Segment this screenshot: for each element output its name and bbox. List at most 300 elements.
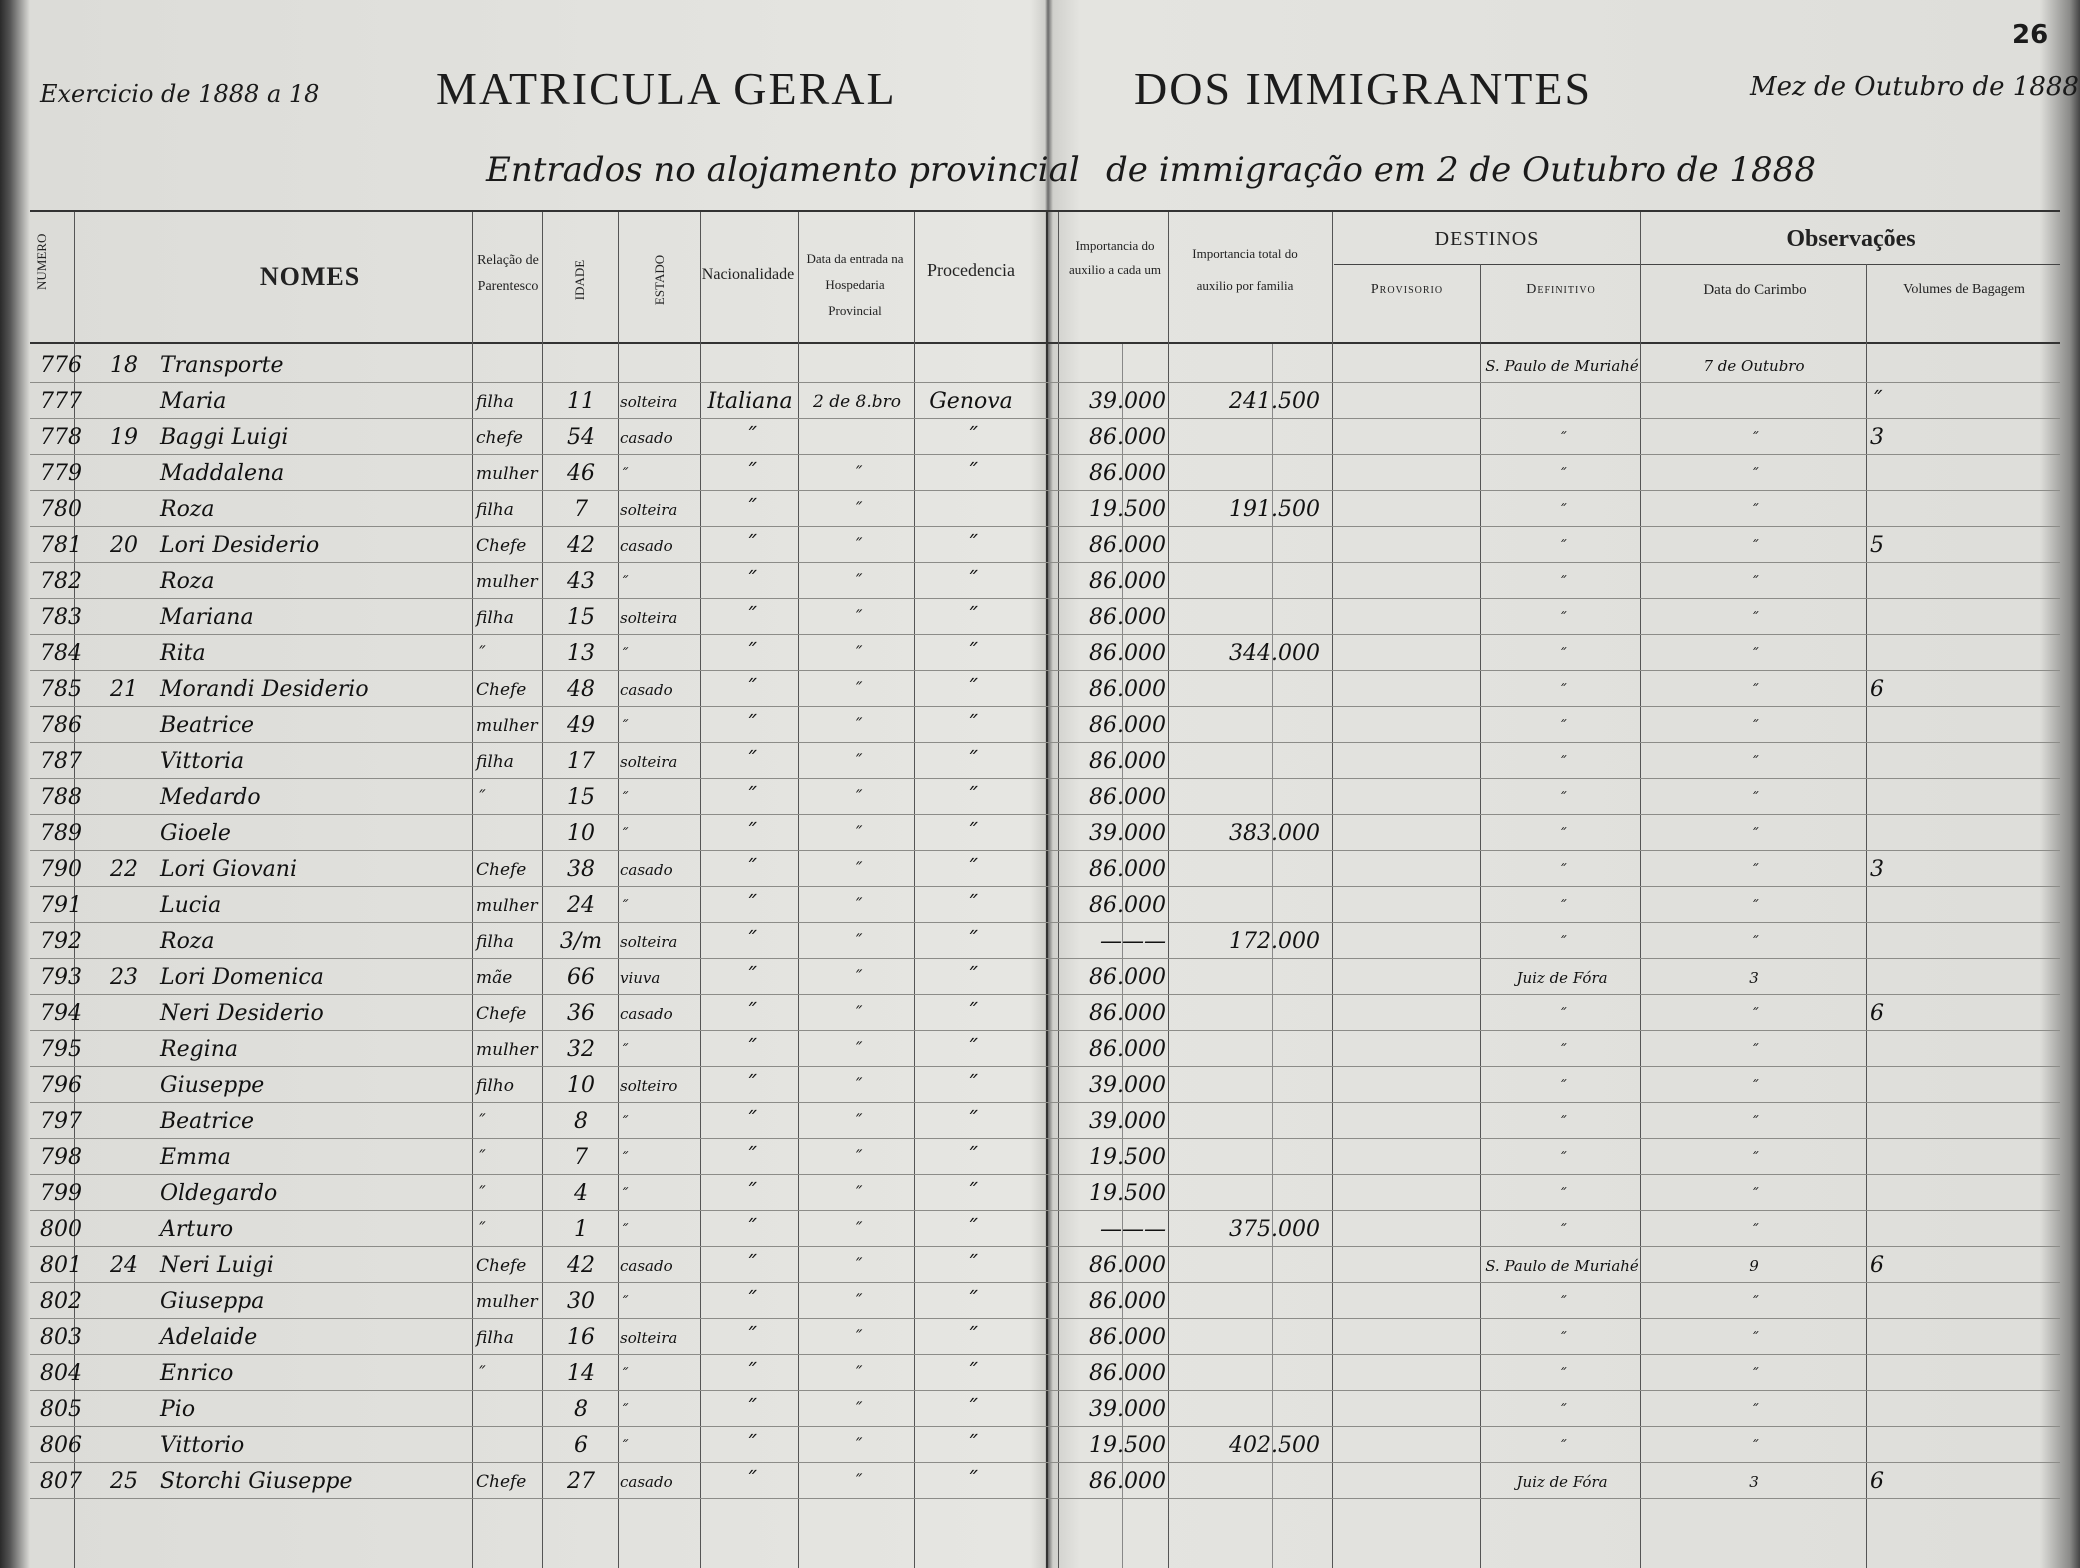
cell-stamp-date: ˝ [1750, 1293, 1758, 1311]
cell-nationality: ˝ [744, 1073, 756, 1098]
cell-entry-date: 2 de 8.bro [812, 392, 902, 412]
cell-destination: ˝ [1558, 1005, 1566, 1023]
cell-name: Maddalena [160, 461, 285, 486]
row-rule [30, 598, 2060, 599]
rule [472, 212, 473, 1568]
cell-entry-date: ˝ [852, 1292, 862, 1312]
cell-age: 11 [567, 389, 595, 414]
cell-nationality: Italiana [707, 389, 793, 414]
cell-nationality: ˝ [744, 497, 756, 522]
cell-age: 32 [567, 1037, 595, 1062]
cell-destination: ˝ [1558, 789, 1566, 807]
cell-stamp-date: ˝ [1750, 573, 1758, 591]
cell-marital-status: ˝ [620, 1365, 628, 1383]
cell-marital-status: casado [620, 681, 673, 699]
cell-entry-date: ˝ [852, 1256, 862, 1276]
cell-origin: ˝ [965, 533, 977, 558]
row-rule [30, 1066, 2060, 1067]
cell-aid-each: 19.500 [1089, 1145, 1166, 1170]
cell-entry-date: ˝ [852, 464, 862, 484]
header-top-rule [30, 210, 2060, 212]
subtitle-left: Entrados no alojamento provincial [486, 150, 1080, 190]
title-left: MATRICULA GERAL [436, 63, 897, 114]
cell-entry-date: ˝ [852, 572, 862, 592]
col-data-entrada: Data da entrada na Hospedaria Provincial [806, 251, 904, 318]
cell-origin: ˝ [965, 1325, 977, 1350]
cell-nationality: ˝ [744, 893, 756, 918]
rule [1866, 264, 1867, 1568]
cell-name: Giuseppe [160, 1073, 265, 1098]
rule [618, 212, 619, 1568]
cell-baggage-volumes: 6 [1870, 1253, 1884, 1278]
cell-relation: ˝ [476, 1148, 485, 1168]
cell-relation: chefe [476, 428, 523, 448]
cell-destination: S. Paulo de Muriahé [1485, 1257, 1639, 1275]
row-rule [30, 670, 2060, 671]
cell-nationality: ˝ [744, 677, 756, 702]
cell-aid-each: 86.000 [1089, 1325, 1166, 1350]
cell-name: Arturo [160, 1217, 234, 1242]
cell-relation: ˝ [476, 1220, 485, 1240]
cell-origin: ˝ [965, 965, 977, 990]
cell-origin: ˝ [965, 1289, 977, 1314]
cell-aid-each: 39.000 [1089, 1109, 1166, 1134]
cell-age: 48 [567, 677, 595, 702]
cell-relation: filha [476, 392, 514, 412]
cell-entry-date: ˝ [852, 1148, 862, 1168]
cell-entry-number: 797 [40, 1109, 82, 1134]
cell-stamp-date: ˝ [1750, 1113, 1758, 1131]
cell-aid-each: 86.000 [1089, 785, 1166, 810]
col-auxilio-cada: Importancia do auxilio a cada um [1068, 238, 1162, 277]
cell-destination: ˝ [1558, 753, 1566, 771]
cell-entry-date: ˝ [852, 788, 862, 808]
cell-family-number: 23 [110, 965, 138, 990]
cell-entry-number: 776 [40, 353, 82, 378]
row-rule [30, 742, 2060, 743]
cell-aid-each: 86.000 [1089, 569, 1166, 594]
cell-entry-number: 789 [40, 821, 82, 846]
cell-relation: ˝ [476, 788, 485, 808]
cell-nationality: ˝ [744, 1001, 756, 1026]
cell-origin: ˝ [965, 1181, 977, 1206]
cell-name: Roza [160, 929, 215, 954]
row-rule [30, 706, 2060, 707]
row-rule [30, 490, 2060, 491]
rule [1058, 212, 1059, 1568]
cell-entry-number: 784 [40, 641, 82, 666]
cell-entry-date: ˝ [852, 1040, 862, 1060]
row-rule [30, 1426, 2060, 1427]
cell-destination: ˝ [1558, 681, 1566, 699]
cell-marital-status: ˝ [620, 1041, 628, 1059]
cell-stamp-date: ˝ [1750, 825, 1758, 843]
rule [1480, 264, 1481, 1568]
cell-entry-number: 807 [40, 1469, 82, 1494]
cell-entry-date: ˝ [852, 932, 862, 952]
cell-entry-number: 779 [40, 461, 82, 486]
row-rule [30, 886, 2060, 887]
cell-marital-status: ˝ [620, 897, 628, 915]
cell-aid-each: 39.000 [1089, 1397, 1166, 1422]
cell-name: Storchi Giuseppe [160, 1469, 353, 1494]
cell-stamp-date: ˝ [1750, 789, 1758, 807]
cell-origin: ˝ [965, 857, 977, 882]
row-rule [30, 1282, 2060, 1283]
row-rule [30, 814, 2060, 815]
cell-marital-status: ˝ [620, 1293, 628, 1311]
cell-relation: filha [476, 752, 514, 772]
cell-baggage-volumes: 3 [1870, 425, 1884, 450]
col-destinos: DESTINOS [1434, 228, 1540, 250]
cell-nationality: ˝ [744, 713, 756, 738]
row-rule [30, 634, 2060, 635]
cell-relation: Chefe [476, 1256, 527, 1276]
cell-aid-each: 86.000 [1089, 605, 1166, 630]
cell-destination: ˝ [1558, 825, 1566, 843]
cell-nationality: ˝ [744, 1397, 756, 1422]
cell-entry-number: 791 [40, 893, 82, 918]
col-estado: ESTADO [652, 254, 667, 306]
cell-age: 13 [567, 641, 595, 666]
cell-name: Morandi Desiderio [160, 677, 369, 702]
cell-marital-status: ˝ [620, 717, 628, 735]
cell-destination: ˝ [1558, 1437, 1566, 1455]
cell-name: Neri Desiderio [160, 1001, 324, 1026]
cell-age: 46 [567, 461, 595, 486]
cell-entry-date: ˝ [852, 680, 862, 700]
cell-nationality: ˝ [744, 425, 756, 450]
cell-entry-number: 793 [40, 965, 82, 990]
cell-marital-status: ˝ [620, 1113, 628, 1131]
cell-relation: mulher [476, 716, 538, 736]
cell-origin: ˝ [965, 929, 977, 954]
row-rule [30, 526, 2060, 527]
cell-origin: ˝ [965, 1145, 977, 1170]
row-rule [30, 1102, 2060, 1103]
cell-name: Beatrice [160, 1109, 255, 1134]
cell-age: 8 [574, 1109, 588, 1134]
row-rule [30, 958, 2060, 959]
cell-entry-number: 778 [40, 425, 82, 450]
cell-entry-number: 800 [40, 1217, 82, 1242]
cell-aid-each: 39.000 [1089, 1073, 1166, 1098]
cell-entry-number: 788 [40, 785, 82, 810]
cell-relation: mulher [476, 464, 538, 484]
cell-nationality: ˝ [744, 641, 756, 666]
col-numero: NUMERO [34, 233, 49, 290]
cell-marital-status: ˝ [620, 1221, 628, 1239]
cell-marital-status: solteira [620, 1329, 678, 1347]
cell-age: 30 [567, 1289, 595, 1314]
cell-entry-number: 794 [40, 1001, 82, 1026]
cell-stamp-date: ˝ [1750, 537, 1758, 555]
cell-destination: ˝ [1558, 1113, 1566, 1131]
cell-aid-each: 86.000 [1089, 461, 1166, 486]
cell-name: Adelaide [160, 1325, 258, 1350]
cell-entry-date: ˝ [852, 1004, 862, 1024]
cell-name: Transporte [160, 353, 284, 378]
cell-name: Rita [160, 641, 206, 666]
cell-relation: ˝ [476, 1184, 485, 1204]
cell-name: Baggi Luigi [160, 425, 289, 450]
col-data-carimbo: Data do Carimbo [1703, 282, 1807, 298]
cell-relation: Chefe [476, 860, 527, 880]
cell-entry-date: ˝ [852, 1328, 862, 1348]
cell-aid-each: 86.000 [1089, 965, 1166, 990]
cell-stamp-date: ˝ [1750, 681, 1758, 699]
cell-entry-number: 795 [40, 1037, 82, 1062]
cell-name: Emma [160, 1145, 231, 1170]
col-nacionalidade: Nacionalidade [701, 266, 795, 283]
cell-entry-date: ˝ [852, 860, 862, 880]
cell-stamp-date: 3 [1749, 969, 1759, 987]
cell-age: 17 [567, 749, 595, 774]
cell-nationality: ˝ [744, 1253, 756, 1278]
cell-nationality: ˝ [744, 785, 756, 810]
cell-nationality: ˝ [744, 605, 756, 630]
cell-entry-number: 798 [40, 1145, 82, 1170]
cell-marital-status: viuva [620, 969, 661, 987]
cell-marital-status: ˝ [620, 465, 628, 483]
month-label: Mez de Outubro de 1888 [1750, 72, 2079, 102]
col-provisorio: Provisorio [1370, 282, 1444, 297]
cell-nationality: ˝ [744, 1433, 756, 1458]
cell-relation: ˝ [476, 644, 485, 664]
cell-name: Enrico [160, 1361, 234, 1386]
cell-nationality: ˝ [744, 929, 756, 954]
cell-origin: ˝ [965, 749, 977, 774]
row-rule [30, 922, 2060, 923]
cell-entry-date: ˝ [852, 1112, 862, 1132]
cell-stamp-date: 9 [1749, 1257, 1759, 1275]
cell-destination: ˝ [1558, 537, 1566, 555]
cell-age: 38 [567, 857, 595, 882]
cell-relation: filha [476, 500, 514, 520]
cell-origin: ˝ [965, 713, 977, 738]
cell-relation: Chefe [476, 680, 527, 700]
cell-age: 7 [574, 497, 588, 522]
destinos-sub-rule [1334, 264, 2060, 265]
cell-stamp-date: ˝ [1750, 717, 1758, 735]
cell-name: Lori Desiderio [160, 533, 320, 558]
cell-nationality: ˝ [744, 1361, 756, 1386]
cell-origin: ˝ [965, 1397, 977, 1422]
row-rule [30, 1030, 2060, 1031]
cell-marital-status: casado [620, 1473, 673, 1491]
cell-aid-each: 86.000 [1089, 1361, 1166, 1386]
cell-aid-each: 86.000 [1089, 1469, 1166, 1494]
cell-entry-number: 801 [40, 1253, 82, 1278]
row-rule [30, 1354, 2060, 1355]
cell-entry-number: 783 [40, 605, 82, 630]
cell-origin: ˝ [965, 677, 977, 702]
cell-entry-date: ˝ [852, 1076, 862, 1096]
cell-origin: ˝ [965, 425, 977, 450]
cell-destination: Juiz de Fóra [1516, 1473, 1608, 1491]
cell-destination: ˝ [1558, 1401, 1566, 1419]
cell-name: Vittorio [160, 1433, 245, 1458]
cell-marital-status: casado [620, 1005, 673, 1023]
cell-stamp-date: ˝ [1750, 861, 1758, 879]
col-volumes: Volumes de Bagagem [1903, 282, 2025, 297]
cell-aid-family: 402.500 [1229, 1433, 1320, 1458]
cell-destination: ˝ [1558, 501, 1566, 519]
row-rule [30, 778, 2060, 779]
cell-stamp-date: ˝ [1750, 933, 1758, 951]
cell-entry-number: 792 [40, 929, 82, 954]
cell-aid-family: 241.500 [1229, 389, 1320, 414]
cell-destination: ˝ [1558, 1185, 1566, 1203]
row-rule [30, 454, 2060, 455]
cell-entry-date: ˝ [852, 1436, 862, 1456]
cell-entry-date: ˝ [852, 1184, 862, 1204]
cell-name: Oldegardo [160, 1181, 278, 1206]
cell-age: 42 [567, 1253, 595, 1278]
cell-origin: ˝ [965, 1001, 977, 1026]
cell-destination: ˝ [1558, 1077, 1566, 1095]
cell-nationality: ˝ [744, 1469, 756, 1494]
cell-entry-number: 803 [40, 1325, 82, 1350]
header-bottom-rule [30, 342, 2060, 344]
page-number: 26 [2012, 20, 2049, 50]
cell-relation: ˝ [476, 1364, 485, 1384]
cell-marital-status: ˝ [620, 825, 628, 843]
cell-entry-date: ˝ [852, 500, 862, 520]
cell-baggage-volumes: 6 [1870, 1469, 1884, 1494]
cell-entry-number: 781 [40, 533, 82, 558]
cell-nationality: ˝ [744, 749, 756, 774]
cell-age: 8 [574, 1397, 588, 1422]
cell-aid-each: 86.000 [1089, 425, 1166, 450]
cell-nationality: ˝ [744, 821, 756, 846]
cell-relation: filha [476, 1328, 514, 1348]
cell-nationality: ˝ [744, 569, 756, 594]
cell-family-number: 21 [110, 677, 138, 702]
cell-name: Giuseppa [160, 1289, 265, 1314]
cell-age: 6 [574, 1433, 588, 1458]
cell-stamp-date: ˝ [1750, 1185, 1758, 1203]
cell-aid-family: 375.000 [1229, 1217, 1320, 1242]
row-rule [30, 850, 2060, 851]
cell-entry-number: 796 [40, 1073, 82, 1098]
cell-marital-status: casado [620, 1257, 673, 1275]
cell-destination: Juiz de Fóra [1516, 969, 1608, 987]
cell-entry-date: ˝ [852, 752, 862, 772]
cell-stamp-date: ˝ [1750, 1041, 1758, 1059]
cell-stamp-date: ˝ [1750, 609, 1758, 627]
row-rule [30, 1210, 2060, 1211]
cell-destination: ˝ [1558, 1221, 1566, 1239]
cell-marital-status: solteira [620, 501, 678, 519]
cell-nationality: ˝ [744, 461, 756, 486]
cell-entry-date: ˝ [852, 536, 862, 556]
cell-origin: Genova [929, 389, 1013, 414]
row-rule [30, 1462, 2060, 1463]
row-rule [30, 994, 2060, 995]
cell-aid-each: 86.000 [1089, 749, 1166, 774]
rule [700, 212, 701, 1568]
cell-marital-status: ˝ [620, 1437, 628, 1455]
cell-stamp-date: ˝ [1750, 897, 1758, 915]
cell-stamp-date: ˝ [1750, 1329, 1758, 1347]
col-auxilio-familia: Importancia total do auxilio por familia [1192, 246, 1298, 293]
cell-relation: mulher [476, 1040, 538, 1060]
cell-age: 16 [567, 1325, 595, 1350]
cell-name: Gioele [160, 821, 231, 846]
cell-age: 36 [567, 1001, 595, 1026]
cell-aid-each: 39.000 [1089, 821, 1166, 846]
cell-entry-date: ˝ [852, 896, 862, 916]
cell-name: Roza [160, 569, 215, 594]
cell-destination: ˝ [1558, 609, 1566, 627]
cell-aid-each: 86.000 [1089, 677, 1166, 702]
cell-nationality: ˝ [744, 965, 756, 990]
row-rule [30, 562, 2060, 563]
cell-nationality: ˝ [744, 1145, 756, 1170]
cell-origin: ˝ [965, 785, 977, 810]
cell-relation: filha [476, 608, 514, 628]
cell-name: Beatrice [160, 713, 255, 738]
cell-age: 10 [567, 1073, 595, 1098]
cell-stamp-date: 3 [1749, 1473, 1759, 1491]
cell-destination: ˝ [1558, 429, 1566, 447]
cell-destination: ˝ [1558, 573, 1566, 591]
cell-entry-number: 785 [40, 677, 82, 702]
cell-relation: mulher [476, 572, 538, 592]
cell-name: Lori Domenica [160, 965, 324, 990]
cell-origin: ˝ [965, 1469, 977, 1494]
cell-entry-number: 799 [40, 1181, 82, 1206]
row-rule [30, 1318, 2060, 1319]
cell-marital-status: solteira [620, 933, 678, 951]
cell-origin: ˝ [965, 1361, 977, 1386]
col-definitivo: Definitivo [1526, 282, 1596, 297]
subtitle-right: de immigração em 2 de Outubro de 1888 [1106, 150, 1816, 190]
cell-aid-family: 383.000 [1229, 821, 1320, 846]
cell-origin: ˝ [965, 1073, 977, 1098]
cell-destination: ˝ [1558, 717, 1566, 735]
cell-entry-number: 806 [40, 1433, 82, 1458]
cell-marital-status: solteira [620, 393, 678, 411]
rule [542, 212, 543, 1568]
cell-destination: ˝ [1558, 933, 1566, 951]
cell-destination: ˝ [1558, 1293, 1566, 1311]
cell-stamp-date: ˝ [1750, 1365, 1758, 1383]
cell-age: 54 [567, 425, 595, 450]
cell-entry-number: 802 [40, 1289, 82, 1314]
rule [1640, 212, 1641, 1568]
cell-entry-date: ˝ [852, 716, 862, 736]
cell-stamp-date: ˝ [1750, 501, 1758, 519]
cell-entry-date: ˝ [852, 1472, 862, 1492]
cell-destination: ˝ [1558, 1365, 1566, 1383]
rule [1168, 212, 1169, 1568]
cell-stamp-date: ˝ [1750, 1077, 1758, 1095]
cell-aid-each: 86.000 [1089, 1037, 1166, 1062]
cell-destination: S. Paulo de Muriahé [1485, 357, 1639, 375]
cell-relation: mulher [476, 896, 538, 916]
cell-aid-each: 86.000 [1089, 1289, 1166, 1314]
cell-marital-status: ˝ [620, 1401, 628, 1419]
cell-origin: ˝ [965, 605, 977, 630]
cell-entry-date: ˝ [852, 968, 862, 988]
cell-age: 1 [574, 1217, 588, 1242]
col-idade: IDADE [572, 259, 587, 301]
cell-stamp-date: ˝ [1750, 753, 1758, 771]
cell-relation: filha [476, 932, 514, 952]
cell-aid-each: 86.000 [1089, 713, 1166, 738]
